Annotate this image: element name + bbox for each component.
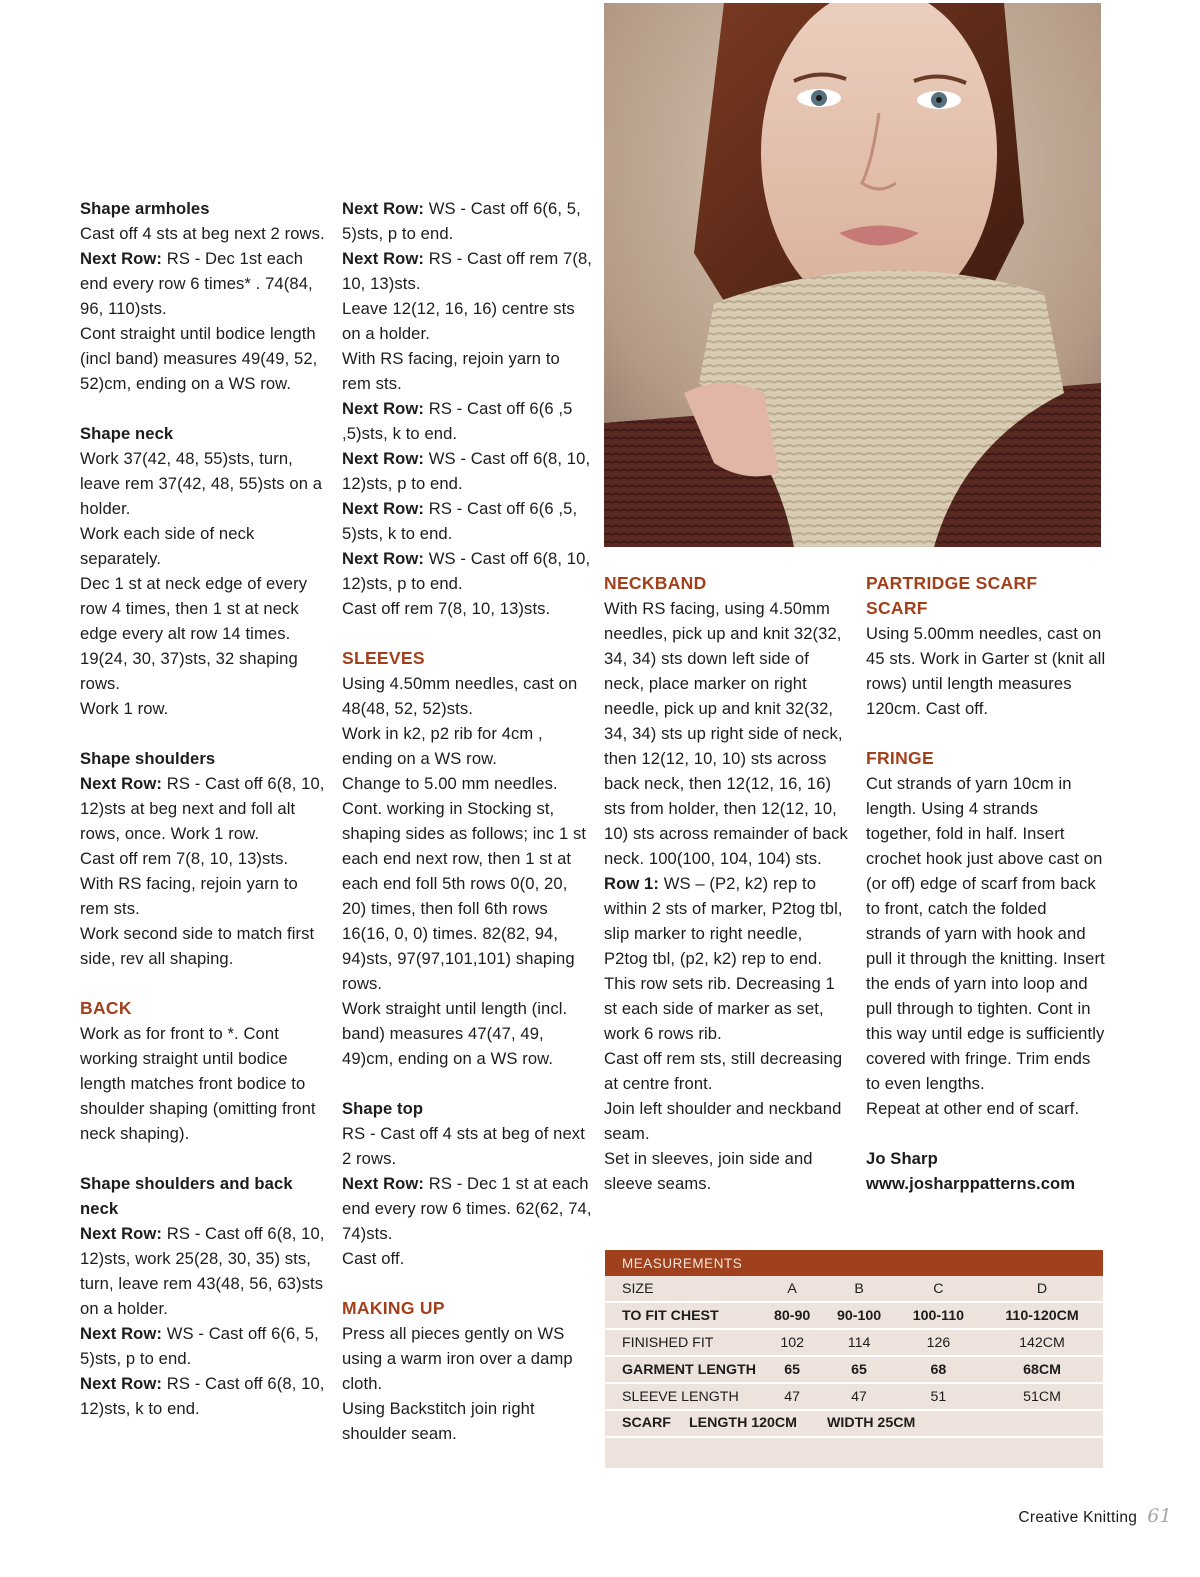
text: WS - Cast off 6(6, 5, 5)sts, p to end. — [342, 199, 581, 243]
text — [80, 1321, 330, 1371]
text: Work each side of neck separately. — [80, 524, 255, 568]
text: RS - Cast off 6(8, 10, 12)sts, k to end. — [80, 1374, 325, 1418]
designer-name: Jo Sharp — [866, 1149, 938, 1168]
table-row — [605, 1329, 1103, 1356]
heading-fringe: FRINGE — [866, 748, 934, 768]
table-row — [605, 1276, 1103, 1302]
text: WS - Cast off 6(8, 10, 12)sts, p to end. — [342, 549, 591, 593]
table-row — [605, 1302, 1103, 1329]
text: WS - Cast off 6(6, 5, 5)sts, p to end. — [80, 1324, 319, 1368]
text: WS - Cast off 6(8, 10, 12)sts, p to end. — [342, 449, 591, 493]
cell: 68CM — [981, 1356, 1103, 1383]
text: RS - Cast off rem 7(8, 10, 13)sts. — [342, 249, 593, 293]
cell: D — [981, 1276, 1103, 1302]
text: Repeat at other end of scarf. — [866, 1099, 1080, 1118]
label: Next Row: — [342, 399, 425, 418]
label: Row 1: — [604, 874, 659, 893]
heading-back: BACK — [80, 998, 132, 1018]
designer-url[interactable]: www.josharppatterns.com — [866, 1174, 1076, 1193]
cell: 47 — [822, 1383, 895, 1410]
text: Cast off. — [342, 1249, 405, 1268]
label: Next Row: — [80, 249, 163, 268]
text: Cast off rem sts, still decreasing at centre front. — [604, 1049, 843, 1093]
label: Next Row: — [342, 499, 425, 518]
label: Next Row: — [342, 1174, 425, 1193]
text: Leave 12(12, 16, 16) centre sts on a holder. — [342, 299, 575, 343]
table-row — [605, 1383, 1103, 1410]
text — [342, 546, 592, 596]
text — [342, 446, 592, 496]
row-label: SIZE — [605, 1276, 762, 1302]
text — [604, 871, 849, 1046]
text: Using 4.50mm needles, cast on 48(48, 52, 52)sts. — [342, 674, 578, 718]
heading-shape-shoulders: Shape shoulders — [80, 749, 216, 768]
heading-shape-armholes: Shape armholes — [80, 199, 210, 218]
text: Cast off rem 7(8, 10, 13)sts. — [342, 599, 551, 618]
column-3 — [604, 571, 849, 1196]
cell: 51CM — [981, 1383, 1103, 1410]
label: Next Row: — [342, 549, 425, 568]
text: Work as for front to *. Cont working straight until bodice length matches front bodice to shoulder shaping (omitting front neck shaping). — [80, 1024, 316, 1143]
text: Cont straight until bodice length (incl band) measures 49(49, 52, 52)cm, ending on a WS row. — [80, 324, 318, 393]
label: Next Row: — [342, 249, 425, 268]
cell: C — [896, 1276, 981, 1302]
text — [80, 246, 330, 321]
text: RS - Cast off 6(8, 10, 12)sts, work 25(28, 30, 35) sts, turn, leave rem 43(48, 56, 63)sts on a holder. — [80, 1224, 325, 1318]
text: Using Backstitch join right shoulder seam. — [342, 1399, 535, 1443]
text: Dec 1 st at neck edge of every row 4 times, then 1 st at neck edge every alt row 14 times. 19(24, 30, 37)sts, 32 shaping rows. — [80, 574, 308, 693]
row-label: FINISHED FIT — [605, 1329, 762, 1356]
text: Cut strands of yarn 10cm in length. Using 4 strands together, fold in half. Insert crochet hook just above cast on (or off) edge of scarf from back to front, catch the folded strands of yarn with hook and pull it through the knitting. Insert the ends of yarn into loop and pull through to tighten. Cont in this way until edge is sufficiently covered with fringe. Trim ends to even lengths. — [866, 774, 1105, 1093]
column-4 — [866, 571, 1106, 1196]
cell: 102 — [762, 1329, 822, 1356]
measurements-table — [605, 1250, 1103, 1468]
row-label: TO FIT CHEST — [605, 1302, 762, 1329]
text: WS – (P2, k2) rep to within 2 sts of marker, P2tog tbl, slip marker to right needle, P2tog tbl, (p2, k2) rep to end. This row sets rib. Decreasing 1 st each side of marker as set, work 6 rows rib. — [604, 874, 843, 1043]
text — [80, 1371, 330, 1421]
text: Work in k2, p2 rib for 4cm , ending on a WS row. — [342, 724, 543, 768]
cell: 114 — [822, 1329, 895, 1356]
text: Cast off rem 7(8, 10, 13)sts. — [80, 849, 289, 868]
cell: 90-100 — [822, 1302, 895, 1329]
column-2 — [342, 196, 592, 1446]
magazine-title: Creative Knitting — [1018, 1509, 1138, 1526]
cell: 80-90 — [762, 1302, 822, 1329]
heading-shape-top: Shape top — [342, 1099, 424, 1118]
measurements-header: MEASUREMENTS — [605, 1250, 1103, 1276]
model-photo — [604, 3, 1101, 547]
table-row — [605, 1356, 1103, 1383]
row-label: GARMENT LENGTH — [605, 1356, 762, 1383]
cell: 65 — [822, 1356, 895, 1383]
heading-scarf: SCARF — [866, 598, 928, 618]
text: RS - Cast off 6(6 ,5, 5)sts, k to end. — [342, 499, 578, 543]
scarf-length: LENGTH 120CM — [689, 1415, 797, 1431]
text: RS - Cast off 4 sts at beg of next 2 rows. — [342, 1124, 585, 1168]
cell: 100-110 — [896, 1302, 981, 1329]
cell: 68 — [896, 1356, 981, 1383]
page-footer — [1018, 1505, 1172, 1527]
heading-shape-neck: Shape neck — [80, 424, 174, 443]
text — [342, 496, 592, 546]
model-photo-illustration — [604, 3, 1101, 547]
text — [342, 396, 592, 446]
text: RS - Dec 1 st at each end every row 6 times. 62(62, 74, 74)sts. — [342, 1174, 592, 1243]
cell: A — [762, 1276, 822, 1302]
column-1 — [80, 196, 330, 1421]
page-number: 61 — [1147, 1505, 1172, 1527]
text: Work second side to match first side, rev all shaping. — [80, 924, 315, 968]
heading-sleeves: SLEEVES — [342, 648, 425, 668]
label: Next Row: — [342, 199, 425, 218]
label: Next Row: — [80, 1324, 163, 1343]
text: Cont. working in Stocking st, shaping sides as follows; inc 1 st each end next row, then 1 st at each end foll 5th rows 0(0, 20, 20) times, then foll 6th rows 16(16, 0, 0) times. 82(82, 94, 94)sts, 97(97,101,101) shaping rows. — [342, 799, 587, 993]
text: Press all pieces gently on WS using a warm iron over a damp cloth. — [342, 1324, 573, 1393]
text: RS - Cast off 6(8, 10, 12)sts at beg next and foll alt rows, once. Work 1 row. — [80, 774, 325, 843]
label: Next Row: — [80, 1374, 163, 1393]
text: Work straight until length (incl. band) measures 47(47, 49, 49)cm, ending on a WS row. — [342, 999, 568, 1068]
text: With RS facing, rejoin yarn to rem sts. — [342, 349, 560, 393]
text: Using 5.00mm needles, cast on 45 sts. Work in Garter st (knit all rows) until length measures 120cm. Cast off. — [866, 624, 1106, 718]
scarf-label: SCARF — [622, 1415, 671, 1431]
text: RS - Dec 1st each end every row 6 times* . 74(84, 96, 110)sts. — [80, 249, 313, 318]
cell: 142CM — [981, 1329, 1103, 1356]
label: Next Row: — [342, 449, 425, 468]
cell: 51 — [896, 1383, 981, 1410]
heading-partridge-scarf: PARTRIDGE SCARF — [866, 573, 1038, 593]
cell: B — [822, 1276, 895, 1302]
cell: 110-120CM — [981, 1302, 1103, 1329]
text — [342, 1171, 592, 1246]
text: RS - Cast off 6(6 ,5 ,5)sts, k to end. — [342, 399, 573, 443]
heading-neckband: NECKBAND — [604, 573, 707, 593]
scarf-measurements-row — [605, 1411, 1103, 1438]
cell: 47 — [762, 1383, 822, 1410]
label: Next Row: — [80, 774, 163, 793]
text: Work 37(42, 48, 55)sts, turn, leave rem 37(42, 48, 55)sts on a holder. — [80, 449, 323, 518]
cell: 65 — [762, 1356, 822, 1383]
text: Cast off 4 sts at beg next 2 rows. — [80, 224, 325, 243]
cell: 126 — [896, 1329, 981, 1356]
heading-shape-shoulders-back-neck: Shape shoulders and back neck — [80, 1174, 293, 1218]
text — [80, 771, 330, 846]
text: Set in sleeves, join side and sleeve seams. — [604, 1149, 813, 1193]
text: Join left shoulder and neckband seam. — [604, 1099, 842, 1143]
text: Change to 5.00 mm needles. — [342, 774, 558, 793]
text: Work 1 row. — [80, 699, 169, 718]
text: With RS facing, using 4.50mm needles, pick up and knit 32(32, 34, 34) sts down left side of neck, place marker on right needle, pick up and knit 32(32, 34, 34) sts up right side of neck, then 12(12, 10, 10) sts across back neck, then 12(12, 16, 16) sts from holder, then 12(12, 10, 10) sts across remainder of back neck. 100(100, 104, 104) sts. — [604, 599, 848, 868]
label: Next Row: — [80, 1224, 163, 1243]
scarf-width: WIDTH 25CM — [827, 1415, 916, 1431]
text — [342, 246, 592, 296]
measurements-grid — [605, 1276, 1103, 1411]
row-label: SLEEVE LENGTH — [605, 1383, 762, 1410]
text: With RS facing, rejoin yarn to rem sts. — [80, 874, 298, 918]
text — [80, 1221, 330, 1321]
heading-making-up: MAKING UP — [342, 1298, 445, 1318]
text — [342, 196, 592, 246]
